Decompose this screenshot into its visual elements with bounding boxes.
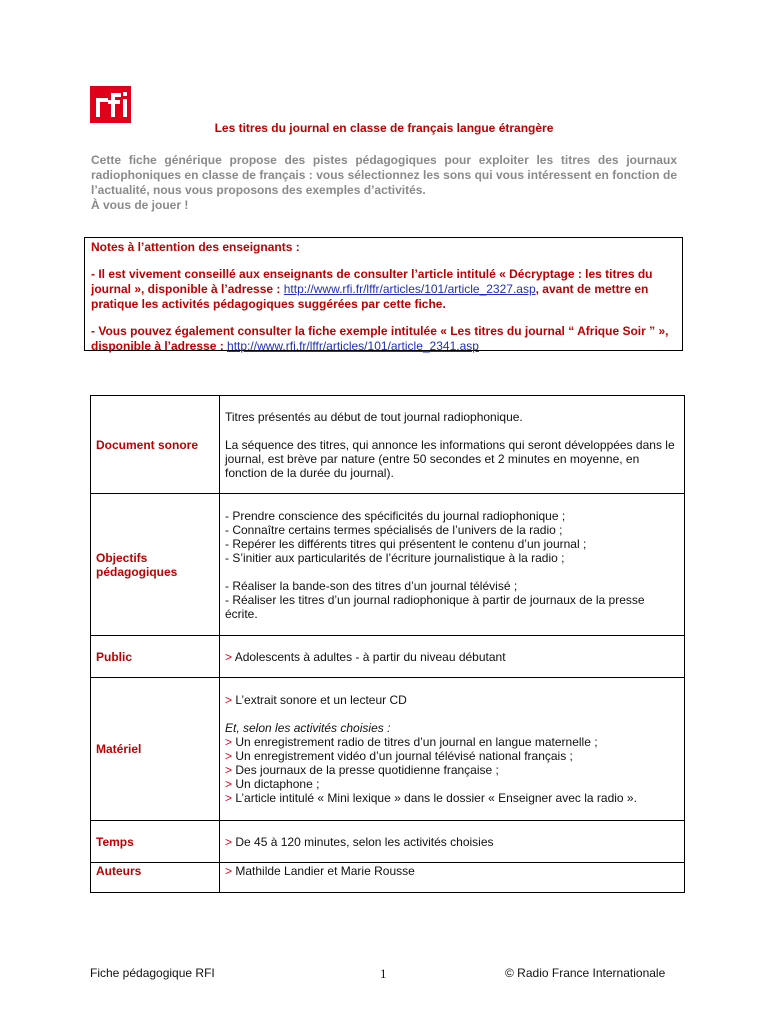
notes-p2-text: - Vous pouvez également consulter la fiche exemple intitulée « Les titres du journal “ Afrique Soir ” », disponible à l’adresse :: [91, 324, 669, 353]
materiel-main-text: L’extrait sonore et un lecteur CD: [235, 693, 407, 707]
materiel-item-text: L’article intitulé « Mini lexique » dans le dossier « Enseigner avec la radio ».: [235, 791, 637, 805]
bullet-arrow: >: [225, 735, 233, 749]
label-auteurs: Auteurs: [91, 863, 220, 893]
intro-text: Cette fiche générique propose des pistes pédagogiques pour exploiter les titres des journaux radiophoniques en classe de français : vous sélectionnez les sons qui vous intéressent en fonction de l’actualité, nous vous proposons des exemples d’activités.: [91, 153, 677, 197]
row-materiel: [91, 678, 685, 821]
bullet-arrow: >: [225, 834, 233, 849]
row-objectifs: [91, 494, 685, 636]
intro-closing: À vous de jouer !: [91, 198, 189, 212]
article-2327-link[interactable]: http://www.rfi.fr/lffr/articles/101/article_2327.asp: [283, 282, 536, 296]
auteurs-text: Mathilde Landier et Marie Rousse: [235, 864, 415, 878]
temps-text: De 45 à 120 minutes, selon les activités choisies: [235, 834, 494, 849]
bullet-arrow: >: [225, 649, 233, 664]
materiel-item: [225, 791, 679, 805]
objectif-item: - Connaître certains termes spécialisés de l’univers de la radio ;: [225, 522, 563, 537]
value-auteurs: [220, 863, 685, 893]
document-title: Les titres du journal en classe de français langue étrangère: [214, 121, 554, 135]
bullet-arrow: >: [225, 693, 233, 707]
objectif-item: - Réaliser la bande-son des titres d’un journal télévisé ;: [225, 578, 518, 593]
public-text: Adolescents à adultes - à partir du niveau débutant: [234, 649, 506, 664]
value-document-sonore: [220, 396, 685, 494]
article-2341-link[interactable]: http://www.rfi.fr/lffr/articles/101/article_2341.asp: [227, 339, 479, 353]
notes-p1-tail: , avant de mettre en pratique les activités pédagogiques suggérées par cette fiche.: [91, 282, 649, 311]
rfi-logo: [90, 86, 131, 123]
value-temps: [220, 821, 685, 863]
label-temps: Temps: [91, 821, 220, 863]
bullet-arrow: >: [225, 749, 233, 763]
objectif-item: - Réaliser les titres d’un journal radiophonique à partir de journaux de la presse écrite.: [225, 592, 645, 621]
materiel-item: [225, 735, 679, 749]
value-materiel: [220, 678, 685, 821]
materiel-item-text: Un enregistrement vidéo d’un journal télévisé national français ;: [235, 749, 573, 763]
row-public: [91, 636, 685, 678]
footer-left: Fiche pédagogique RFI: [90, 966, 215, 980]
materiel-item: [225, 749, 679, 763]
notes-paragraph-2: [91, 324, 676, 354]
bullet-arrow: >: [225, 791, 233, 805]
notes-heading: Notes à l’attention des enseignants :: [91, 240, 300, 254]
materiel-item: [225, 763, 679, 777]
materiel-main: [225, 693, 679, 707]
rfi-logo-mark: [90, 86, 131, 123]
objectif-item: - Prendre conscience des spécificités du journal radiophonique ;: [225, 508, 566, 523]
bullet-arrow: >: [225, 763, 233, 777]
value-objectifs: [220, 494, 685, 636]
value-public: [220, 636, 685, 678]
document-p1: Titres présentés au début de tout journal radiophonique.: [225, 409, 523, 424]
label-objectifs: Objectifs pédagogiques: [91, 494, 220, 636]
activity-info-table: [90, 395, 685, 893]
footer-copyright: © Radio France Internationale: [505, 966, 666, 980]
page-number: 1: [380, 966, 387, 981]
document-p2: La séquence des titres, qui annonce les informations qui seront développées dans le journal, est brève par nature (entre 50 secondes et 2 minutes en moyenne, en fonction de la durée du journal).: [225, 437, 675, 480]
materiel-item: [225, 777, 679, 791]
teacher-notes-box: [84, 237, 683, 351]
row-temps: [91, 821, 685, 863]
notes-paragraph-1: [91, 267, 676, 312]
label-document-sonore: Document sonore: [91, 396, 220, 494]
label-public: Public: [91, 636, 220, 678]
row-document-sonore: [91, 396, 685, 494]
bullet-arrow: >: [225, 864, 233, 878]
materiel-sub: Et, selon les activités choisies :: [225, 721, 391, 735]
materiel-item-text: Des journaux de la presse quotidienne française ;: [235, 763, 499, 777]
materiel-item-text: Un enregistrement radio de titres d’un journal en langue maternelle ;: [235, 735, 598, 749]
objectif-item: - Repérer les différents titres qui présentent le contenu d’un journal ;: [225, 536, 587, 551]
bullet-arrow: >: [225, 777, 233, 791]
notes-p1-text: - Il est vivement conseillé aux enseignants de consulter l’article intitulé « Décryptage : les titres du journal », disponible à l’adresse :: [91, 267, 653, 296]
label-materiel: Matériel: [91, 678, 220, 821]
materiel-item-text: Un dictaphone ;: [235, 777, 320, 791]
objectif-item: - S’initier aux particularités de l’écriture journalistique à la radio ;: [225, 550, 565, 565]
row-auteurs: [91, 863, 685, 893]
intro-paragraph: [91, 153, 677, 213]
